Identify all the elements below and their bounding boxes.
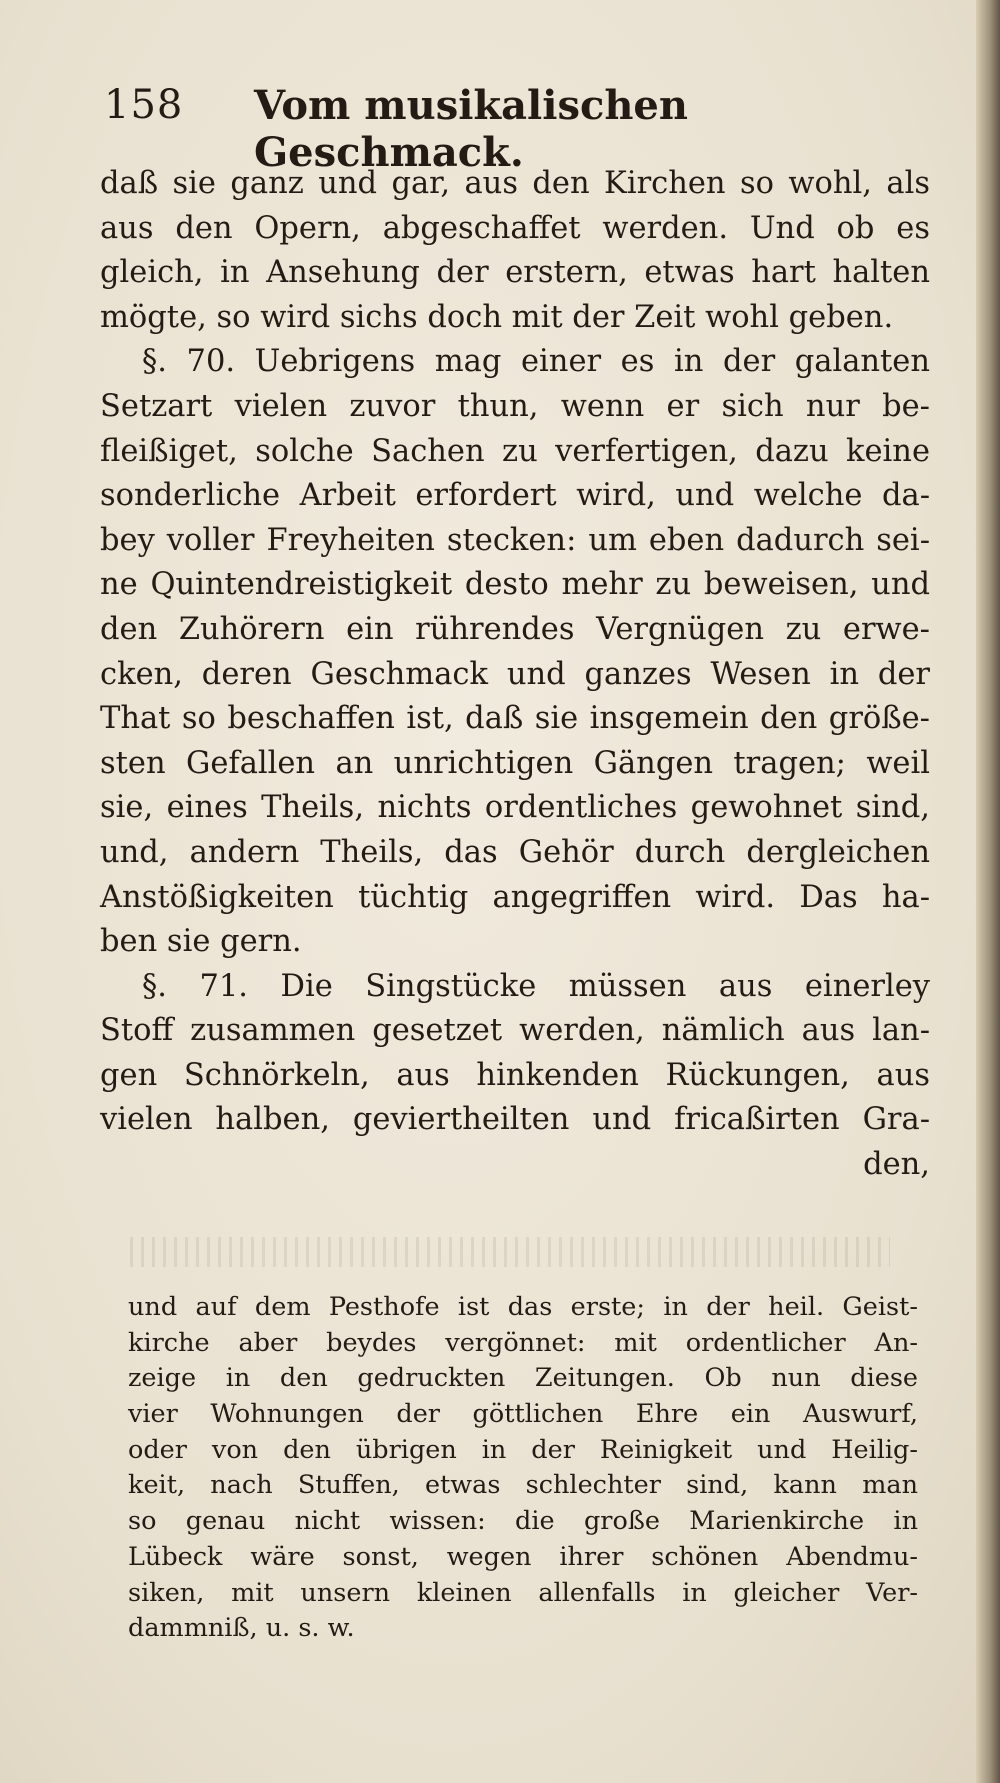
text-line: cken, deren Geschmack und ganzes Wesen in der [100,656,930,692]
text-line: Anstößigkeiten tüchtig angegriffen wird. Das ha- [100,879,930,915]
footnote-line: kirche aber beydes vergönnet: mit ordentlicher An- [128,1327,918,1358]
text-line: sonderliche Arbeit erfordert wird, und welche da- [100,478,930,514]
catchword: den, [863,1147,930,1183]
footnote-line: und auf dem Pesthofe ist das erste; in der heil. Geist- [128,1292,918,1322]
book-gutter [976,0,1000,1783]
text-line: sten Gefallen an unrichtigen Gängen tragen; weil [100,745,930,781]
footnote-line: keit, nach Stuffen, etwas schlechter sind, kann man [128,1470,918,1501]
text-line: Stoff zusammen gesetzet werden, nämlich aus lan- [100,1013,930,1049]
text-line: ne Quintendreistigkeit desto mehr zu beweisen, und [100,567,930,603]
main-text [100,162,930,1188]
footnote-line: oder von den übrigen in der Reinigkeit und Heilig- [128,1434,918,1465]
text-line: ben sie gern. [100,924,302,960]
text-line: aus den Opern, abgeschaffet werden. Und ob es [100,210,930,246]
show-through-text [130,1237,890,1267]
text-line: mögte, so wird sichs doch mit der Zeit wohl geben. [100,299,894,335]
text-line: bey voller Freyheiten stecken: um eben dadurch sei- [100,522,930,558]
page-header [104,82,864,176]
text-line: vielen halben, geviertheilten und fricaßirten Gra- [100,1102,930,1138]
footnote-line: vier Wohnungen der göttlichen Ehre ein Auswurf, [128,1399,918,1430]
text-line: daß sie ganz und gar, aus den Kirchen so wohl, als [100,166,930,201]
text-line: fleißiget, solche Sachen zu verfertigen, dazu keine [100,433,930,469]
text-line: §. 71. Die Singstücke müssen aus einerley [142,968,930,1004]
page-number: 158 [104,82,184,128]
text-line: den Zuhörern ein rührendes Vergnügen zu erwe- [100,611,930,647]
running-head: Vom musikalischen Geschmack. [254,82,688,176]
footnote [128,1290,918,1647]
text-line: sie, eines Theils, nichts ordentliches gewohnet sind, [100,790,930,826]
footnote-line: dammniß, u. s. w. [128,1613,355,1644]
footnote-line: Lübeck wäre sonst, wegen ihrer schönen Abendmu- [128,1541,918,1572]
footnote-line: siken, mit unsern kleinen allenfalls in gleicher Ver- [128,1577,918,1608]
text-line: und, andern Theils, das Gehör durch dergleichen [100,834,930,870]
text-line: gen Schnörkeln, aus hinkenden Rückungen, aus [100,1057,930,1093]
text-line: Setzart vielen zuvor thun, wenn er sich nur be- [100,388,930,424]
text-line: §. 70. Uebrigens mag einer es in der galanten [142,344,930,380]
text-line: gleich, in Ansehung der erstern, etwas hart halten [100,255,930,291]
footnote-line: so genau nicht wissen: die große Marienkirche in [128,1506,918,1537]
text-line: That so beschaffen ist, daß sie insgemein den größe- [100,701,930,737]
footnote-line: zeige in den gedruckten Zeitungen. Ob nun diese [128,1363,918,1394]
